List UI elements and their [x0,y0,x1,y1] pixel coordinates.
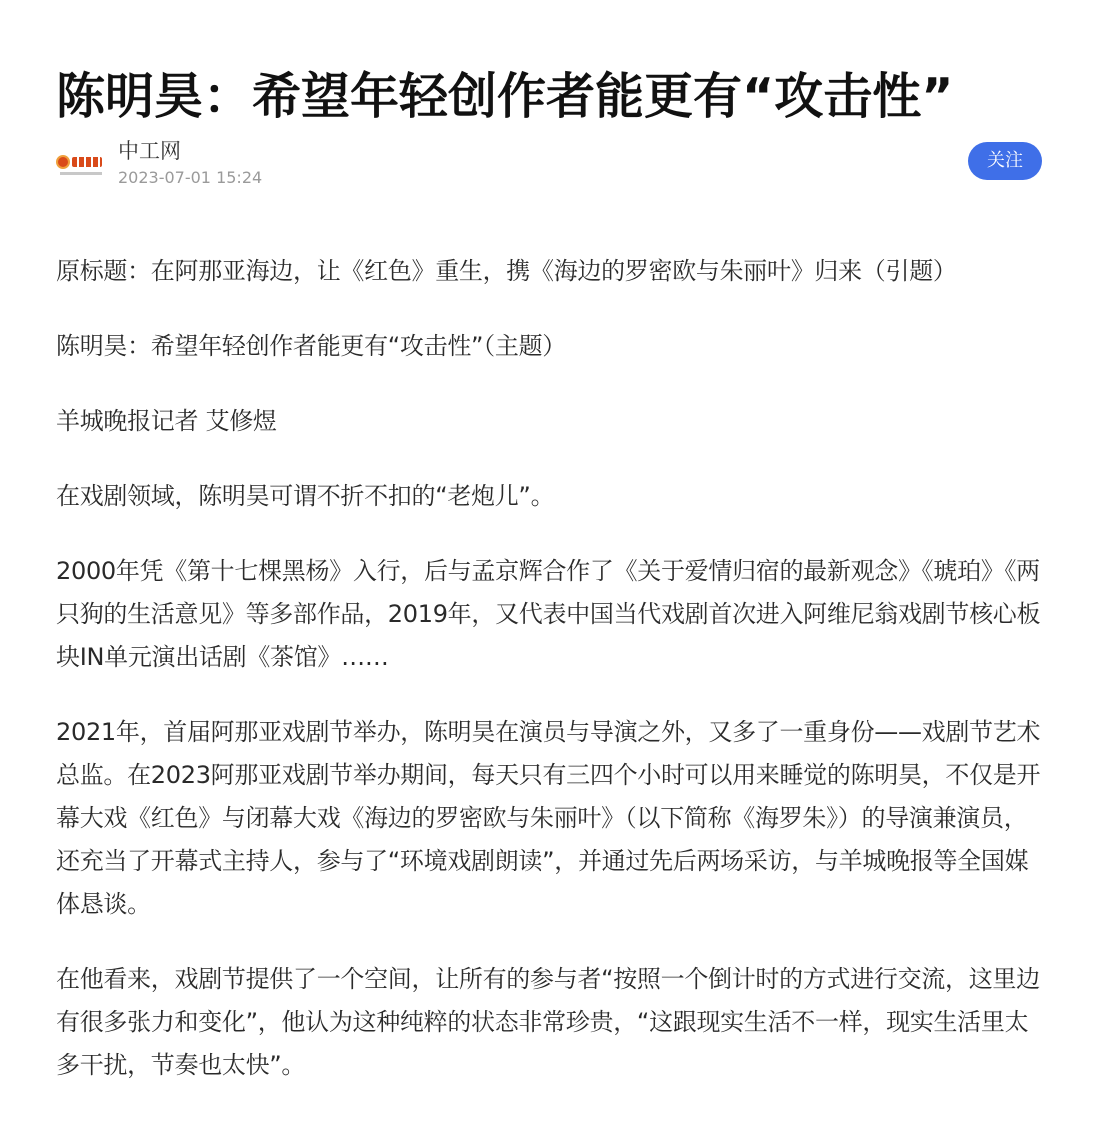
publish-time: 2023-07-01 15:24 [118,168,263,187]
author-name[interactable]: 中工网 [118,139,181,163]
paragraph-original-title: 原标题：在阿那亚海边，让《红色》重生，携《海边的罗密欧与朱丽叶》归来（引题） [56,257,957,285]
paragraph-festival: 2021年，首届阿那亚戏剧节举办，陈明昊在演员与导演之外，又多了一重身份——戏剧节艺术总监。在2023阿那亚戏剧节举办期间，每天只有三四个小时可以用来睡觉的陈明昊，不仅是开幕大戏《红色》与闭幕大戏《海边的罗密欧与朱丽叶》（以下简称《海罗朱》）的导演兼演员，还充当了开幕式主持人，参与了“环境戏剧朗读”，并通过先后两场采访，与羊城晚报等全国媒体恳谈。 [56,718,1041,918]
paragraph-intro: 在戏剧领域，陈明昊可谓不折不扣的“老炮儿”。 [56,482,555,510]
logo-text-icon [72,157,102,167]
article-body [56,250,1046,1087]
paragraph-reporter: 羊城晚报记者 艾修煜 [56,407,277,435]
paragraph-opinion: 在他看来，戏剧节提供了一个空间，让所有的参与者“按照一个倒计时的方式进行交流，这里边有很多张力和变化”，他认为这种纯粹的状态非常珍贵，“这跟现实生活不一样，现实生活里太多干扰，节奏也太快”。 [56,965,1040,1079]
article-title: 陈明昊：希望年轻创作者能更有“攻击性” [56,67,954,125]
author-bar [56,136,1046,192]
logo-sun-icon [56,155,70,169]
logo-subtext-icon [60,172,102,175]
paragraph-career: 2000年凭《第十七棵黑杨》入行，后与孟京辉合作了《关于爱情归宿的最新观念》《琥珀》《两只狗的生活意见》等多部作品，2019年，又代表中国当代戏剧首次进入阿维尼翁戏剧节核心板块IN单元演出话剧《茶馆》…… [56,557,1041,671]
follow-button[interactable]: 关注 [968,142,1042,180]
paragraph-main-title: 陈明昊：希望年轻创作者能更有“攻击性”（主题） [56,332,566,360]
zhonggong-logo-icon[interactable] [56,148,106,176]
